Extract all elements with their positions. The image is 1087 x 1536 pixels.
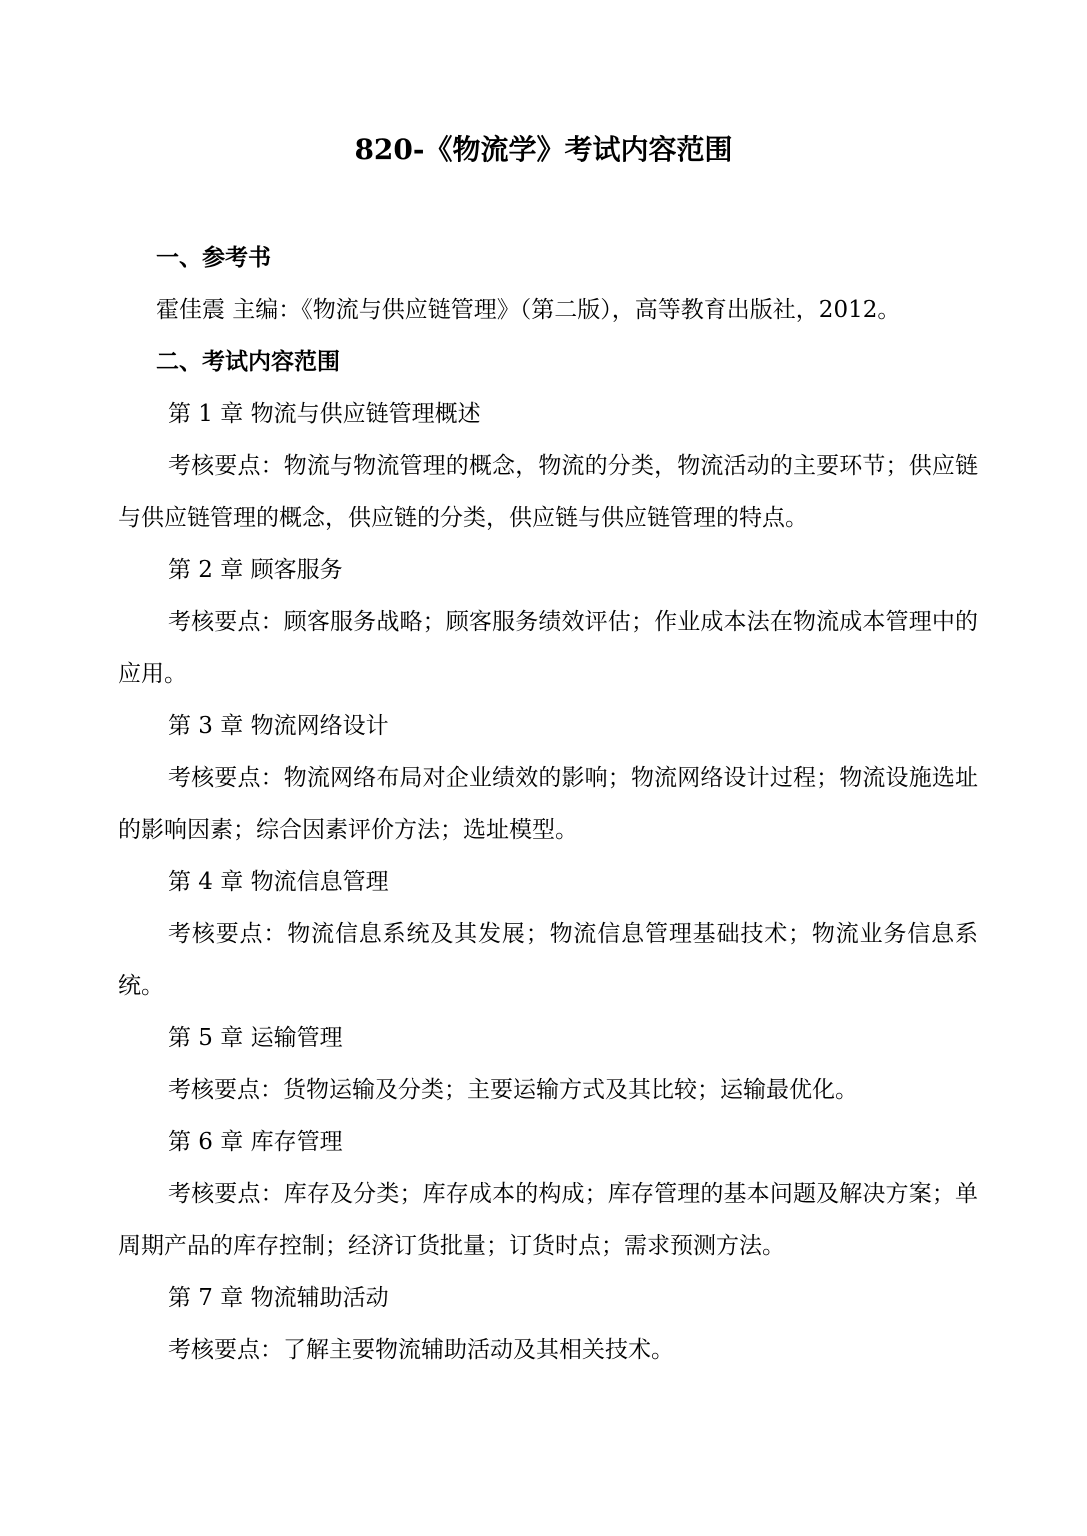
- chapter-5-title: 第 5 章 运输管理: [168, 1025, 343, 1051]
- chapter-4-title: 第 4 章 物流信息管理: [168, 869, 389, 895]
- chapter-3-title: 第 3 章 物流网络设计: [168, 713, 389, 739]
- chapter-5-points: 考核要点：货物运输及分类；主要运输方式及其比较；运输最优化。: [168, 1077, 858, 1103]
- reference-book: 霍佳震 主编：《物流与供应链管理》（第二版），高等教育出版社，2012。: [156, 297, 901, 323]
- chapter-7-title: 第 7 章 物流辅助活动: [168, 1285, 389, 1311]
- document-title: 820-《物流学》考试内容范围: [354, 133, 733, 166]
- chapter-6-title: 第 6 章 库存管理: [168, 1129, 343, 1155]
- chapter-3-points: 考核要点：物流网络布局对企业绩效的影响；物流网络设计过程；物流设施选址的影响因素；综合因素评价方法；选址模型。: [118, 765, 978, 843]
- chapter-1-title: 第 1 章 物流与供应链管理概述: [168, 401, 481, 427]
- section-heading-scope: 二、考试内容范围: [156, 348, 340, 375]
- chapter-2-points: 考核要点：顾客服务战略；顾客服务绩效评估；作业成本法在物流成本管理中的应用。: [118, 609, 978, 687]
- chapter-1-points: 考核要点：物流与物流管理的概念，物流的分类，物流活动的主要环节；供应链与供应链管理的概念，供应链的分类，供应链与供应链管理的特点。: [118, 453, 978, 531]
- chapter-7-points: 考核要点：了解主要物流辅助活动及其相关技术。: [168, 1337, 674, 1363]
- chapter-4-points: 考核要点：物流信息系统及其发展；物流信息管理基础技术；物流业务信息系统。: [118, 921, 978, 999]
- section-heading-reference: 一、参考书: [156, 244, 271, 271]
- chapter-6-points: 考核要点：库存及分类；库存成本的构成；库存管理的基本问题及解决方案；单周期产品的库存控制；经济订货批量；订货时点；需求预测方法。: [118, 1181, 978, 1259]
- chapter-2-title: 第 2 章 顾客服务: [168, 557, 343, 583]
- document-body: [118, 232, 978, 1376]
